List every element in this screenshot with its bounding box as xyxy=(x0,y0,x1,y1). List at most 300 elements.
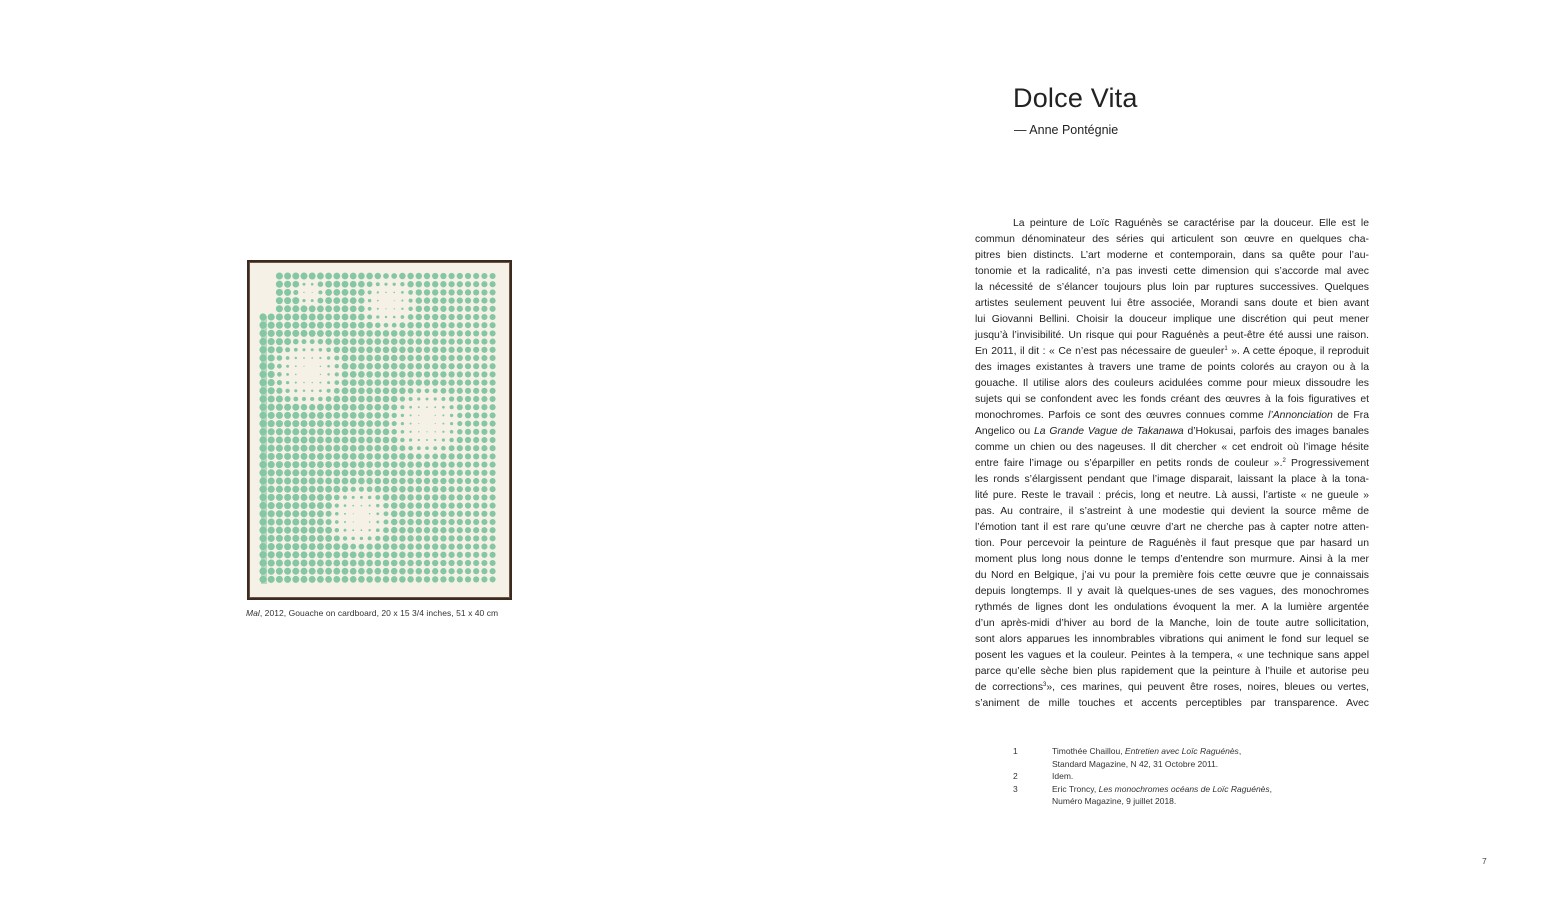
halftone-dot xyxy=(383,560,390,567)
halftone-dot xyxy=(440,371,446,377)
halftone-dot xyxy=(276,395,283,402)
halftone-dot xyxy=(457,535,463,541)
footnote-number: 1 xyxy=(1013,746,1018,756)
halftone-dot xyxy=(473,289,479,295)
halftone-dot xyxy=(481,281,487,287)
halftone-dot xyxy=(490,314,496,320)
halftone-dot xyxy=(366,420,373,427)
halftone-dot xyxy=(301,502,308,509)
halftone-dot xyxy=(375,552,382,559)
halftone-dot xyxy=(401,414,404,417)
halftone-dot xyxy=(358,363,365,370)
halftone-dot xyxy=(473,576,479,582)
halftone-dot xyxy=(358,404,365,411)
halftone-dot xyxy=(311,357,313,359)
halftone-dot xyxy=(473,470,479,476)
body-line: sont alors apparues les innombrables vibrations qui animent le fond sur lequel se xyxy=(975,634,1369,645)
halftone-dot xyxy=(465,306,471,312)
halftone-dot xyxy=(383,461,390,468)
halftone-dot xyxy=(317,551,324,558)
halftone-dot xyxy=(440,355,446,361)
halftone-dot xyxy=(277,372,282,377)
halftone-dot xyxy=(284,576,291,583)
halftone-dot xyxy=(407,355,413,361)
halftone-dot xyxy=(383,470,390,477)
halftone-dot xyxy=(416,494,422,500)
halftone-dot xyxy=(317,273,324,280)
halftone-dot xyxy=(325,486,332,493)
body-line: tion. Pour percevoir la peinture de Raguénès il faut presque que par hasard un xyxy=(975,538,1369,549)
halftone-dot xyxy=(440,363,446,369)
halftone-dot xyxy=(350,273,357,280)
halftone-dot xyxy=(400,282,404,286)
halftone-dot xyxy=(391,371,398,378)
halftone-dot xyxy=(457,338,463,344)
halftone-dot xyxy=(375,347,382,354)
footnote-item xyxy=(1013,770,1272,783)
halftone-dot xyxy=(309,502,316,509)
halftone-dot xyxy=(399,535,406,542)
halftone-dot xyxy=(259,559,266,566)
halftone-dot xyxy=(369,513,370,514)
halftone-dot xyxy=(284,428,291,435)
halftone-dot xyxy=(440,273,446,279)
halftone-dot xyxy=(375,560,382,567)
halftone-dot xyxy=(391,576,398,583)
halftone-dot xyxy=(375,486,382,493)
halftone-dot xyxy=(401,291,404,294)
halftone-dot xyxy=(350,404,357,411)
halftone-dot xyxy=(490,560,496,566)
halftone-dot xyxy=(448,511,454,517)
halftone-dot xyxy=(383,543,390,550)
halftone-dot xyxy=(342,478,349,485)
halftone-dot xyxy=(311,299,314,302)
halftone-dot xyxy=(391,429,396,434)
halftone-dot xyxy=(457,486,463,492)
halftone-dot xyxy=(317,437,324,444)
halftone-dot xyxy=(457,494,463,500)
halftone-dot xyxy=(342,371,349,378)
halftone-dot xyxy=(358,453,365,460)
halftone-dot xyxy=(416,306,422,312)
halftone-dot xyxy=(326,511,332,517)
halftone-dot xyxy=(350,281,357,288)
halftone-dot xyxy=(309,330,316,337)
halftone-dot xyxy=(366,322,373,329)
halftone-dot xyxy=(295,374,297,376)
halftone-dot xyxy=(358,445,365,452)
halftone-dot xyxy=(481,404,487,410)
halftone-dot xyxy=(424,502,430,508)
halftone-dot xyxy=(450,414,453,417)
page-number: 7 xyxy=(1482,856,1487,866)
halftone-dot xyxy=(366,412,373,419)
halftone-dot xyxy=(352,529,354,531)
halftone-dot xyxy=(375,453,382,460)
halftone-dot xyxy=(376,512,379,515)
halftone-dot xyxy=(343,536,347,540)
halftone-dot xyxy=(342,420,349,427)
artwork-caption-details: , 2012, Gouache on cardboard, 20 x 15 3/4 inches, 51 x 40 cm xyxy=(259,608,499,618)
halftone-dot xyxy=(301,420,308,427)
halftone-dot xyxy=(358,478,365,485)
halftone-dot xyxy=(416,519,422,525)
halftone-dot xyxy=(375,478,382,485)
halftone-dot xyxy=(490,396,496,402)
halftone-dot xyxy=(465,494,471,500)
halftone-dot xyxy=(399,371,406,378)
halftone-dot xyxy=(303,390,305,392)
halftone-dot xyxy=(418,439,420,441)
footnote-number: 2 xyxy=(1013,771,1018,781)
halftone-dot xyxy=(440,543,446,549)
halftone-dot xyxy=(366,338,373,345)
halftone-dot xyxy=(407,478,413,484)
halftone-dot xyxy=(481,527,487,533)
halftone-dot xyxy=(259,453,266,460)
halftone-dot xyxy=(473,568,479,574)
halftone-dot xyxy=(457,289,463,295)
halftone-dot xyxy=(473,437,479,443)
footnotes xyxy=(1013,745,1272,808)
halftone-dot xyxy=(259,527,266,534)
halftone-dot xyxy=(295,365,297,367)
halftone-dot xyxy=(490,363,496,369)
halftone-dot xyxy=(432,363,438,369)
halftone-dot xyxy=(432,486,438,492)
halftone-dot xyxy=(335,503,339,507)
halftone-dot xyxy=(416,371,422,377)
halftone-dot xyxy=(392,323,397,328)
halftone-dot xyxy=(303,357,305,359)
halftone-dot xyxy=(481,552,487,558)
halftone-dot xyxy=(481,421,487,427)
halftone-dot xyxy=(268,445,275,452)
halftone-dot xyxy=(325,445,332,452)
halftone-dot xyxy=(457,437,463,443)
halftone-dot xyxy=(418,406,420,408)
footnote-text xyxy=(1052,783,1272,796)
halftone-dot xyxy=(490,535,496,541)
halftone-dot xyxy=(368,496,372,500)
halftone-dot xyxy=(473,347,479,353)
halftone-dot xyxy=(368,299,372,303)
halftone-dot xyxy=(277,364,282,369)
halftone-dot xyxy=(407,453,413,459)
halftone-dot xyxy=(366,404,373,411)
halftone-dot xyxy=(342,305,349,312)
halftone-dot xyxy=(333,330,340,337)
halftone-dot xyxy=(284,281,291,288)
halftone-dot xyxy=(284,297,291,304)
body-line-part: d’Hokusai, parfois des images banales xyxy=(1183,426,1370,437)
halftone-dot xyxy=(457,576,463,582)
halftone-dot xyxy=(481,576,487,582)
halftone-dot xyxy=(268,338,275,345)
halftone-dot xyxy=(342,281,349,288)
halftone-dot xyxy=(457,314,463,320)
halftone-dot xyxy=(268,469,275,476)
halftone-dot xyxy=(383,429,390,436)
halftone-dot xyxy=(284,568,291,575)
halftone-dot xyxy=(448,355,454,361)
halftone-dot xyxy=(481,462,487,468)
halftone-dot xyxy=(302,299,305,302)
halftone-dot xyxy=(448,297,454,303)
halftone-dot xyxy=(325,469,332,476)
halftone-dot xyxy=(424,568,430,574)
halftone-dot xyxy=(350,322,357,329)
halftone-dot xyxy=(441,388,447,394)
halftone-dot xyxy=(350,379,357,386)
body-line-part: ». A cette époque, il reproduit xyxy=(1227,346,1370,357)
halftone-dot xyxy=(292,281,299,288)
halftone-dot xyxy=(325,314,332,321)
halftone-dot xyxy=(465,544,471,550)
halftone-dot xyxy=(440,519,446,525)
halftone-dot xyxy=(368,290,372,294)
halftone-dot xyxy=(268,543,275,550)
halftone-dot xyxy=(284,445,291,452)
halftone-dot xyxy=(309,428,316,435)
halftone-dot xyxy=(391,347,398,354)
halftone-dot xyxy=(416,363,422,369)
halftone-dot xyxy=(350,346,357,353)
halftone-dot xyxy=(407,379,413,385)
halftone-dot xyxy=(284,313,291,320)
halftone-dot xyxy=(383,437,390,444)
halftone-dot xyxy=(481,298,487,304)
halftone-dot xyxy=(457,396,463,402)
body-line: la nécessité de s’élancer toujours plus loin par ruptures successives. Quelques xyxy=(975,282,1369,293)
halftone-dot xyxy=(325,305,332,312)
halftone-dot xyxy=(317,560,324,567)
halftone-dot xyxy=(259,404,266,411)
halftone-dot xyxy=(284,502,291,509)
halftone-dot xyxy=(490,298,496,304)
halftone-dot xyxy=(268,510,275,517)
halftone-dot xyxy=(317,510,324,517)
halftone-dot xyxy=(401,308,403,310)
halftone-dot xyxy=(383,486,390,493)
halftone-dot xyxy=(268,486,275,493)
halftone-dot xyxy=(358,428,365,435)
halftone-dot xyxy=(399,363,406,370)
halftone-dot xyxy=(424,281,430,287)
halftone-dot xyxy=(319,389,322,392)
halftone-dot xyxy=(375,371,382,378)
artwork-title-italic: l’Annonciation xyxy=(1268,410,1333,421)
halftone-dot xyxy=(276,404,283,411)
halftone-dot xyxy=(399,355,406,362)
halftone-dot xyxy=(375,495,380,500)
halftone-dot xyxy=(268,363,275,370)
halftone-dot xyxy=(442,414,444,416)
halftone-dot xyxy=(473,396,479,402)
halftone-dot xyxy=(442,423,444,425)
halftone-dot xyxy=(490,273,496,279)
halftone-dot xyxy=(334,355,339,360)
halftone-dot xyxy=(317,478,324,485)
halftone-dot xyxy=(465,298,471,304)
footnote-source: Standard Magazine, N 42, 31 Octobre 2011. xyxy=(1052,758,1219,769)
halftone-dot xyxy=(384,520,389,525)
halftone-dot xyxy=(358,281,365,288)
halftone-dot xyxy=(358,461,365,468)
halftone-dot xyxy=(448,453,454,459)
halftone-dot xyxy=(473,273,479,279)
halftone-dot xyxy=(465,478,471,484)
halftone-dot xyxy=(301,560,308,567)
halftone-dot xyxy=(277,380,282,385)
halftone-dot xyxy=(342,568,349,575)
halftone-dot xyxy=(317,576,324,583)
halftone-dot xyxy=(441,446,446,451)
halftone-dot xyxy=(342,396,349,403)
halftone-dot xyxy=(295,382,297,384)
halftone-dot xyxy=(473,412,479,418)
halftone-dot xyxy=(465,470,471,476)
halftone-dot xyxy=(309,543,316,550)
halftone-dot xyxy=(268,404,275,411)
halftone-dot xyxy=(309,510,316,517)
halftone-dot xyxy=(325,494,332,501)
halftone-dot xyxy=(292,527,299,534)
halftone-dot xyxy=(481,560,487,566)
halftone-dot xyxy=(440,461,446,467)
halftone-dot xyxy=(416,322,422,328)
halftone-dot xyxy=(457,527,463,533)
halftone-dot xyxy=(350,355,357,362)
halftone-dot xyxy=(432,502,438,508)
halftone-dot xyxy=(391,470,398,477)
halftone-dot xyxy=(285,389,289,393)
halftone-dot xyxy=(481,544,487,550)
halftone-dot xyxy=(465,314,471,320)
halftone-dot xyxy=(440,338,446,344)
halftone-dot xyxy=(375,379,382,386)
halftone-dot xyxy=(383,347,390,354)
halftone-dot xyxy=(375,363,382,370)
halftone-dot xyxy=(342,289,349,296)
halftone-dot xyxy=(268,461,275,468)
halftone-dot xyxy=(309,560,316,567)
halftone-dot xyxy=(325,412,332,419)
halftone-dot xyxy=(310,397,314,401)
halftone-dot xyxy=(276,330,283,337)
halftone-dot xyxy=(401,300,403,302)
halftone-dot xyxy=(317,453,324,460)
halftone-dot xyxy=(490,552,496,558)
halftone-dot xyxy=(285,396,291,402)
halftone-dot xyxy=(284,469,291,476)
halftone-dot xyxy=(366,330,373,337)
halftone-dot xyxy=(376,528,380,532)
halftone-dot xyxy=(457,379,463,385)
halftone-dot xyxy=(424,461,430,467)
halftone-dot xyxy=(407,527,413,533)
halftone-dot xyxy=(301,330,308,337)
halftone-dot xyxy=(473,330,479,336)
halftone-dot xyxy=(425,388,430,393)
halftone-dot xyxy=(440,347,446,353)
halftone-dot xyxy=(292,568,299,575)
halftone-dot xyxy=(440,486,446,492)
halftone-dot xyxy=(400,438,405,443)
halftone-dot xyxy=(424,478,430,484)
halftone-dot xyxy=(416,576,422,582)
body-line: pitres bien distincts. L’art moderne et contemporain, dans sa quête pour l’au- xyxy=(975,250,1369,261)
halftone-dot xyxy=(448,478,454,484)
halftone-dot xyxy=(350,576,357,583)
footnote-number-spacer xyxy=(1013,795,1052,808)
halftone-dot xyxy=(292,560,299,567)
halftone-dot xyxy=(366,551,373,558)
halftone-dot xyxy=(383,576,390,583)
halftone-dot xyxy=(277,355,283,361)
halftone-dot xyxy=(416,388,421,393)
halftone-dot xyxy=(359,544,365,550)
halftone-dot xyxy=(391,273,397,279)
halftone-dot xyxy=(432,461,438,467)
halftone-dot xyxy=(392,421,397,426)
halftone-dot xyxy=(432,314,438,320)
halftone-dot xyxy=(276,486,283,493)
halftone-dot xyxy=(457,297,463,303)
halftone-dot xyxy=(490,486,496,492)
halftone-dot xyxy=(481,289,487,295)
halftone-dot xyxy=(350,551,357,558)
halftone-dot xyxy=(310,339,315,344)
halftone-dot xyxy=(350,478,357,485)
halftone-dot xyxy=(319,357,321,359)
body-line: sujets qui se confondent avec les fonds créant des œuvres à la fois figuratives et xyxy=(975,394,1369,405)
halftone-dot xyxy=(490,355,496,361)
halftone-dot xyxy=(473,404,479,410)
halftone-dot xyxy=(481,453,487,459)
footnote-number-spacer xyxy=(1013,758,1052,771)
halftone-dot xyxy=(350,453,357,460)
halftone-dot xyxy=(448,560,454,566)
halftone-dot xyxy=(358,306,365,313)
halftone-dot xyxy=(375,388,382,395)
halftone-dot xyxy=(391,363,398,370)
halftone-dot xyxy=(301,461,308,468)
footnote-ref-1: 1 xyxy=(1224,346,1228,352)
halftone-dot xyxy=(327,356,330,359)
footnote-work: Entretien avec Loïc Raguénès xyxy=(1124,746,1239,756)
halftone-dot xyxy=(440,552,446,558)
halftone-dot xyxy=(473,380,479,386)
halftone-dot xyxy=(391,511,398,518)
halftone-dot xyxy=(432,306,438,312)
halftone-dot xyxy=(375,536,380,541)
halftone-dot xyxy=(432,527,438,533)
halftone-dot xyxy=(366,428,373,435)
halftone-dot xyxy=(317,535,324,542)
halftone-dot xyxy=(490,429,496,435)
halftone-dot xyxy=(416,511,422,517)
halftone-dot xyxy=(383,338,390,345)
halftone-dot xyxy=(490,462,496,468)
halftone-dot xyxy=(325,428,332,435)
halftone-dot xyxy=(418,423,419,424)
halftone-dot xyxy=(293,290,298,295)
halftone-dot xyxy=(325,289,332,296)
halftone-dot xyxy=(352,496,355,499)
halftone-dot xyxy=(432,322,438,328)
